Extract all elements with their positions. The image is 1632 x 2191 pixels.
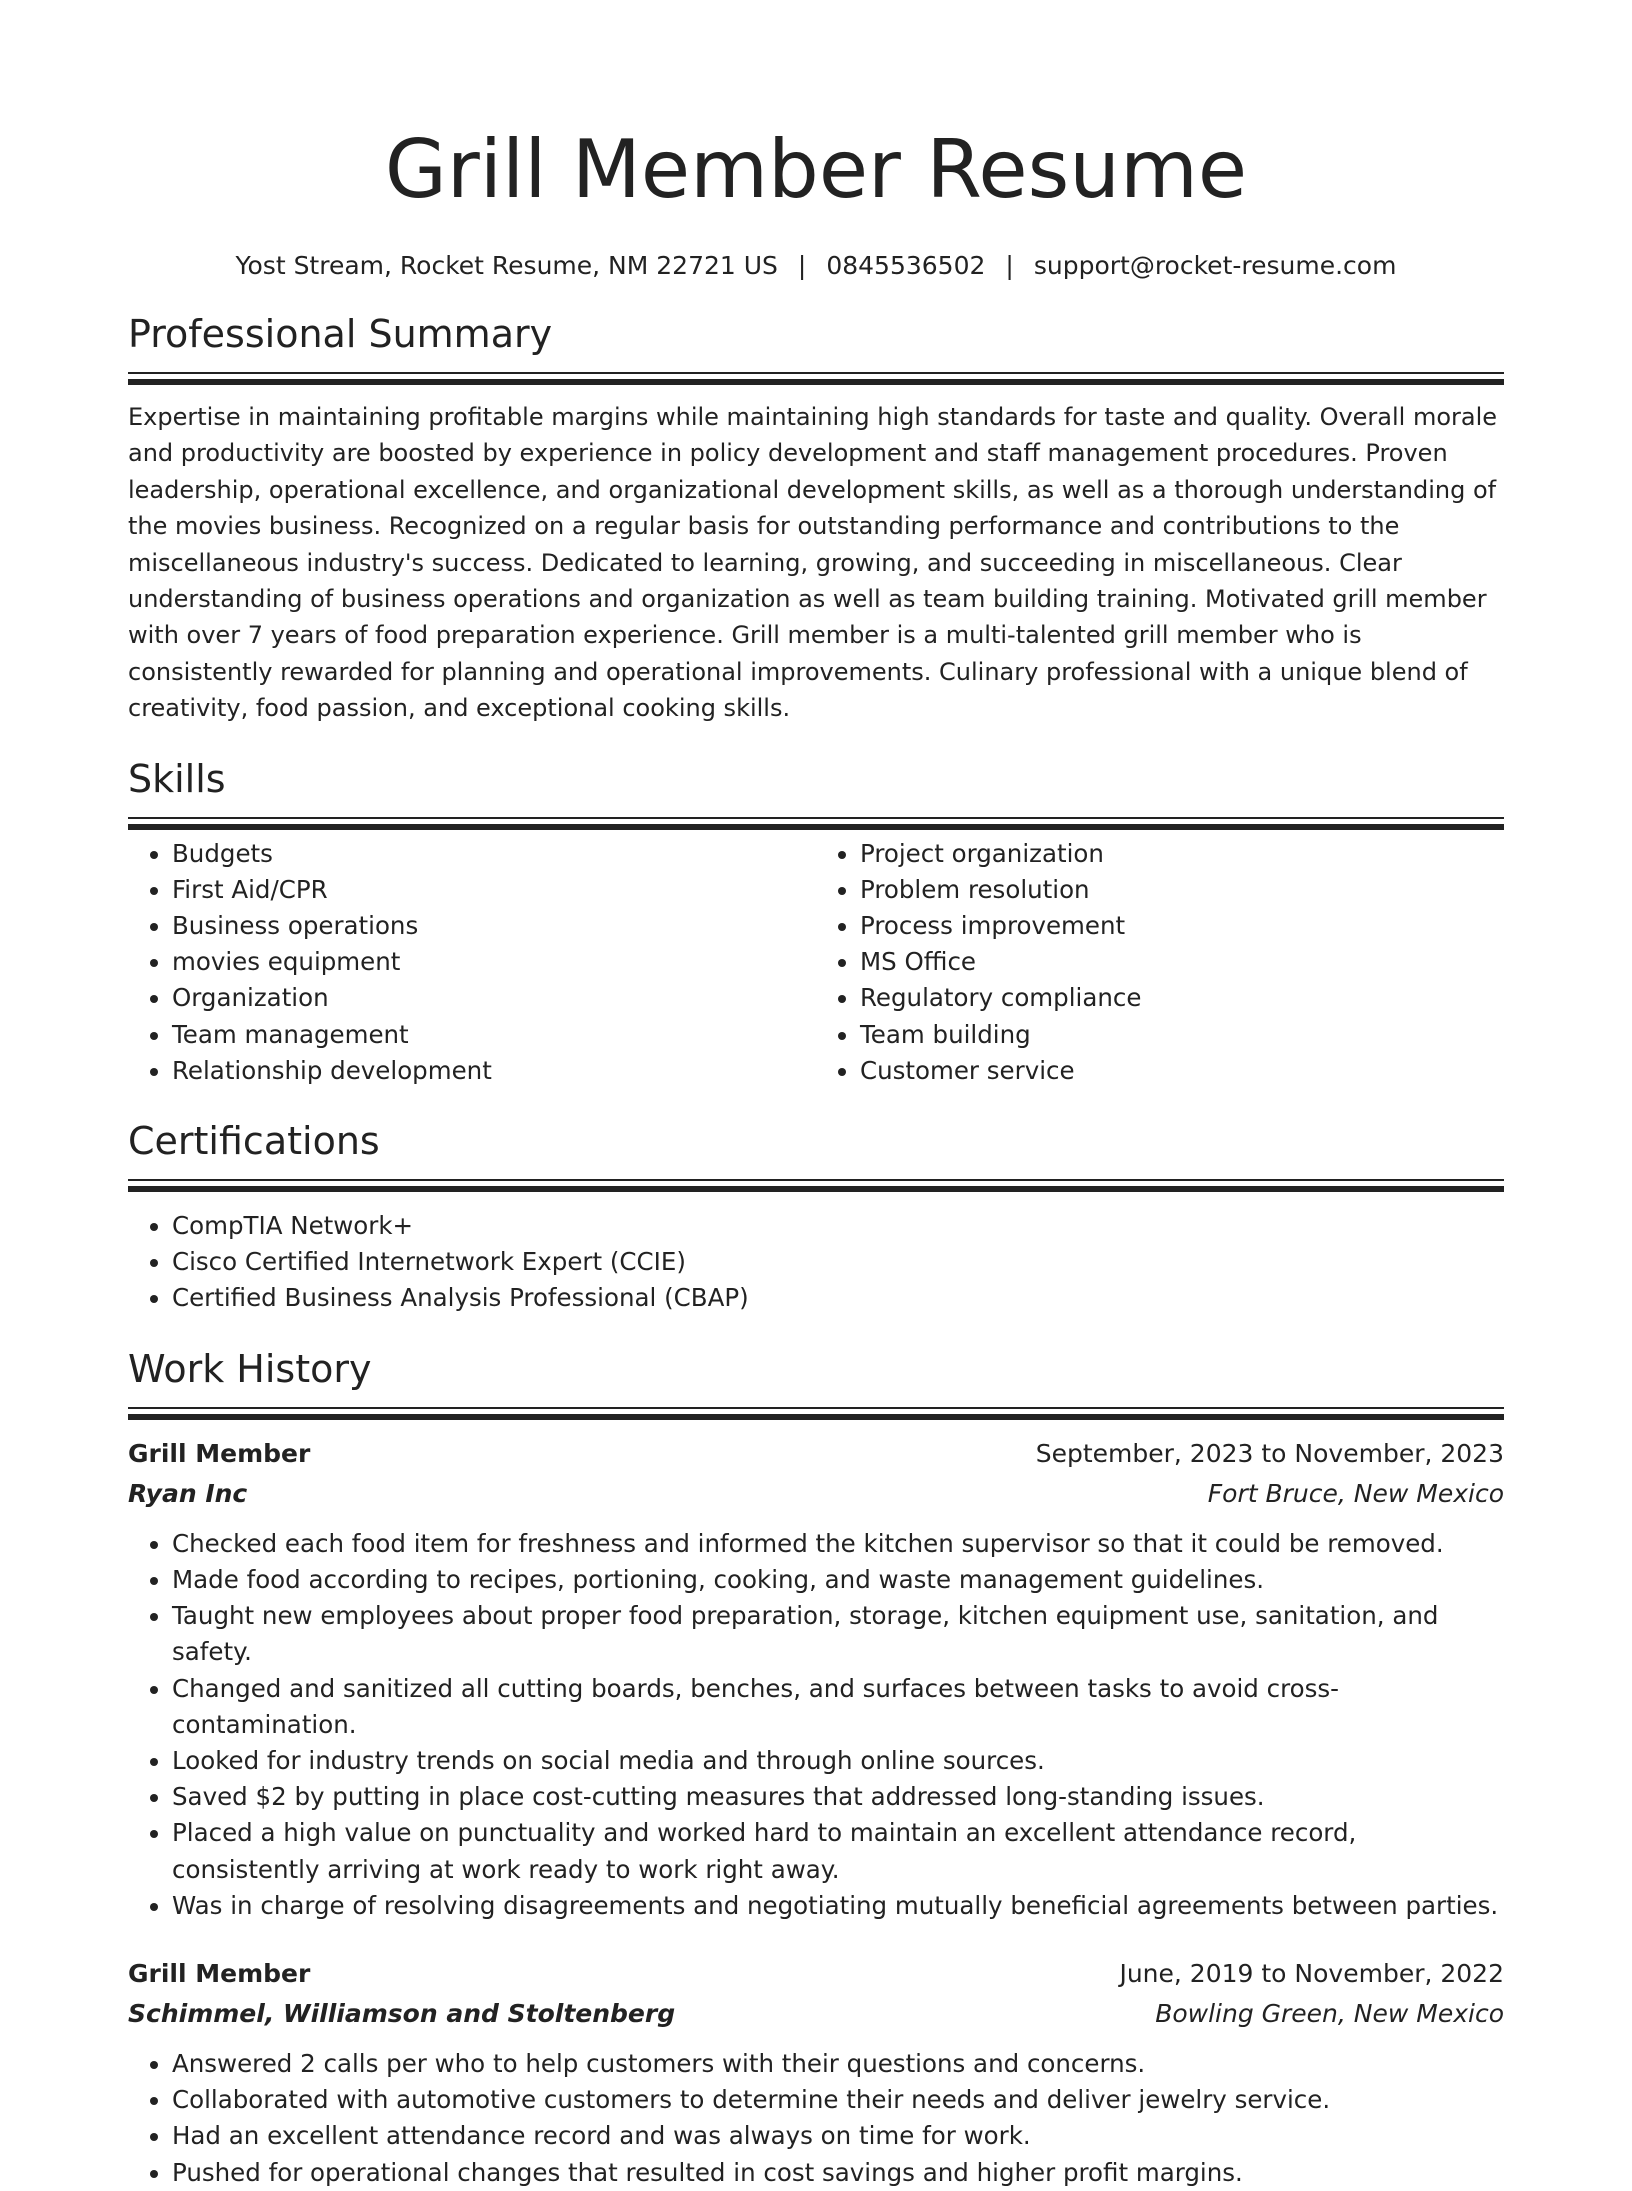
job-title: Grill Member <box>128 1958 311 1988</box>
job-bullet: • Saved $2 by putting in place cost-cutting measures that addressed long-standing issues. <box>172 1779 1504 1815</box>
section-divider <box>128 372 1504 385</box>
work-history-section <box>128 1345 1504 2191</box>
skill-item: • Budgets <box>172 836 816 872</box>
skill-item: • movies equipment <box>172 944 816 980</box>
contact-phone: 0845536502 <box>826 251 986 280</box>
contact-separator: | <box>797 251 807 280</box>
job-dates: June, 2019 to November, 2022 <box>1119 1958 1504 1988</box>
section-title-certifications: Certifications <box>128 1119 380 1164</box>
contact-line <box>128 250 1504 282</box>
skill-item: • Relationship development <box>172 1053 816 1089</box>
skill-item: • Problem resolution <box>860 872 1504 908</box>
summary-section <box>128 310 1504 727</box>
skills-list-right <box>816 836 1504 1089</box>
certification-item: • Certified Business Analysis Professional (CBAP) <box>172 1280 1504 1316</box>
job-bullet: • Placed a high value on punctuality and worked hard to maintain an excellent attendance record, consistently arriving at work ready to work right away. <box>172 1815 1504 1887</box>
job-title: Grill Member <box>128 1438 311 1468</box>
skill-item: • Regulatory compliance <box>860 980 1504 1016</box>
job-bullet: • Checked each food item for freshness and informed the kitchen supervisor so that it could be removed. <box>172 1526 1504 1562</box>
job-company: Ryan Inc <box>128 1478 248 1508</box>
job-entry <box>128 1434 1504 1924</box>
certification-item: • CompTIA Network+ <box>172 1208 1504 1244</box>
skills-columns <box>128 836 1504 1089</box>
skill-item: • Business operations <box>172 908 816 944</box>
skill-item: • Organization <box>172 980 816 1016</box>
section-title-work-history: Work History <box>128 1346 372 1391</box>
job-bullet: • Had an excellent attendance record and was always on time for work. <box>172 2118 1504 2154</box>
job-subheader <box>128 1474 1504 1514</box>
resume-title: Grill Member Resume <box>384 123 1248 216</box>
job-bullet: • Looked for industry trends on social media and through online sources. <box>172 1743 1504 1779</box>
skill-item: • Team building <box>860 1017 1504 1053</box>
job-dates: September, 2023 to November, 2023 <box>1035 1438 1504 1468</box>
skill-item: • First Aid/CPR <box>172 872 816 908</box>
job-company: Schimmel, Williamson and Stoltenberg <box>128 1998 676 2028</box>
skill-item: • Team management <box>172 1017 816 1053</box>
section-title-summary: Professional Summary <box>128 312 553 356</box>
certification-item: • Cisco Certified Internetwork Expert (CCIE) <box>172 1244 1504 1280</box>
contact-separator: | <box>1005 251 1014 280</box>
certifications-list <box>128 1208 1504 1317</box>
section-title-skills: Skills <box>128 756 226 801</box>
skill-item: • Customer service <box>860 1053 1504 1089</box>
contact-address: Yost Stream, Rocket Resume, NM 22721 US <box>235 251 778 280</box>
job-bullet: • Taught new employees about proper food preparation, storage, kitchen equipment use, sanitation, and safety. <box>172 1598 1504 1670</box>
job-bullet: • Made food according to recipes, portioning, cooking, and waste management guidelines. <box>172 1562 1504 1598</box>
job-header <box>128 1954 1504 1994</box>
job-location: Bowling Green, New Mexico <box>1155 1998 1504 2028</box>
job-bullets <box>128 1526 1504 1924</box>
skill-item: • Project organization <box>860 836 1504 872</box>
section-divider <box>128 817 1504 830</box>
job-header <box>128 1434 1504 1474</box>
skills-list-left <box>128 836 816 1089</box>
job-bullet: • Pushed for operational changes that resulted in cost savings and higher profit margins. <box>172 2155 1504 2191</box>
job-bullet: • Was in charge of resolving disagreements and negotiating mutually beneficial agreements between parties. <box>172 1888 1504 1924</box>
job-bullets <box>128 2046 1504 2191</box>
job-bullet: • Collaborated with automotive customers to determine their needs and deliver jewelry service. <box>172 2082 1504 2118</box>
skill-item: • MS Office <box>860 944 1504 980</box>
certifications-section <box>128 1117 1504 1317</box>
skills-section <box>128 755 1504 1089</box>
job-bullet: • Answered 2 calls per who to help customers with their questions and concerns. <box>172 2046 1504 2082</box>
contact-email: support@rocket-resume.com <box>1033 251 1397 280</box>
section-divider <box>128 1407 1504 1420</box>
job-entry <box>128 1954 1504 2191</box>
job-subheader <box>128 1994 1504 2034</box>
job-bullet: • Changed and sanitized all cutting boards, benches, and surfaces between tasks to avoid cross-contamination. <box>172 1671 1504 1743</box>
job-location: Fort Bruce, New Mexico <box>1207 1478 1504 1508</box>
section-divider <box>128 1179 1504 1192</box>
summary-text: Expertise in maintaining profitable margins while maintaining high standards for taste and quality. Overall morale and productivity are boosted by experience in policy development and staff management procedures. Proven leadership, operational excellence, and organizational development skills, as well as a thorough understanding of the movies business. Recognized on a regular basis for outstanding performance and contributions to the miscellaneous industry's success. Dedicated to learning, growing, and succeeding in miscellaneous. Clear understanding of business operations and organization as well as team building training. Motivated grill member with over 7 years of food preparation experience. Grill member is a multi-talented grill member who is consistently rewarded for planning and operational improvements. Culinary professional with a unique blend of creativity, food passion, and exceptional cooking skills. <box>128 403 1498 723</box>
skill-item: • Process improvement <box>860 908 1504 944</box>
